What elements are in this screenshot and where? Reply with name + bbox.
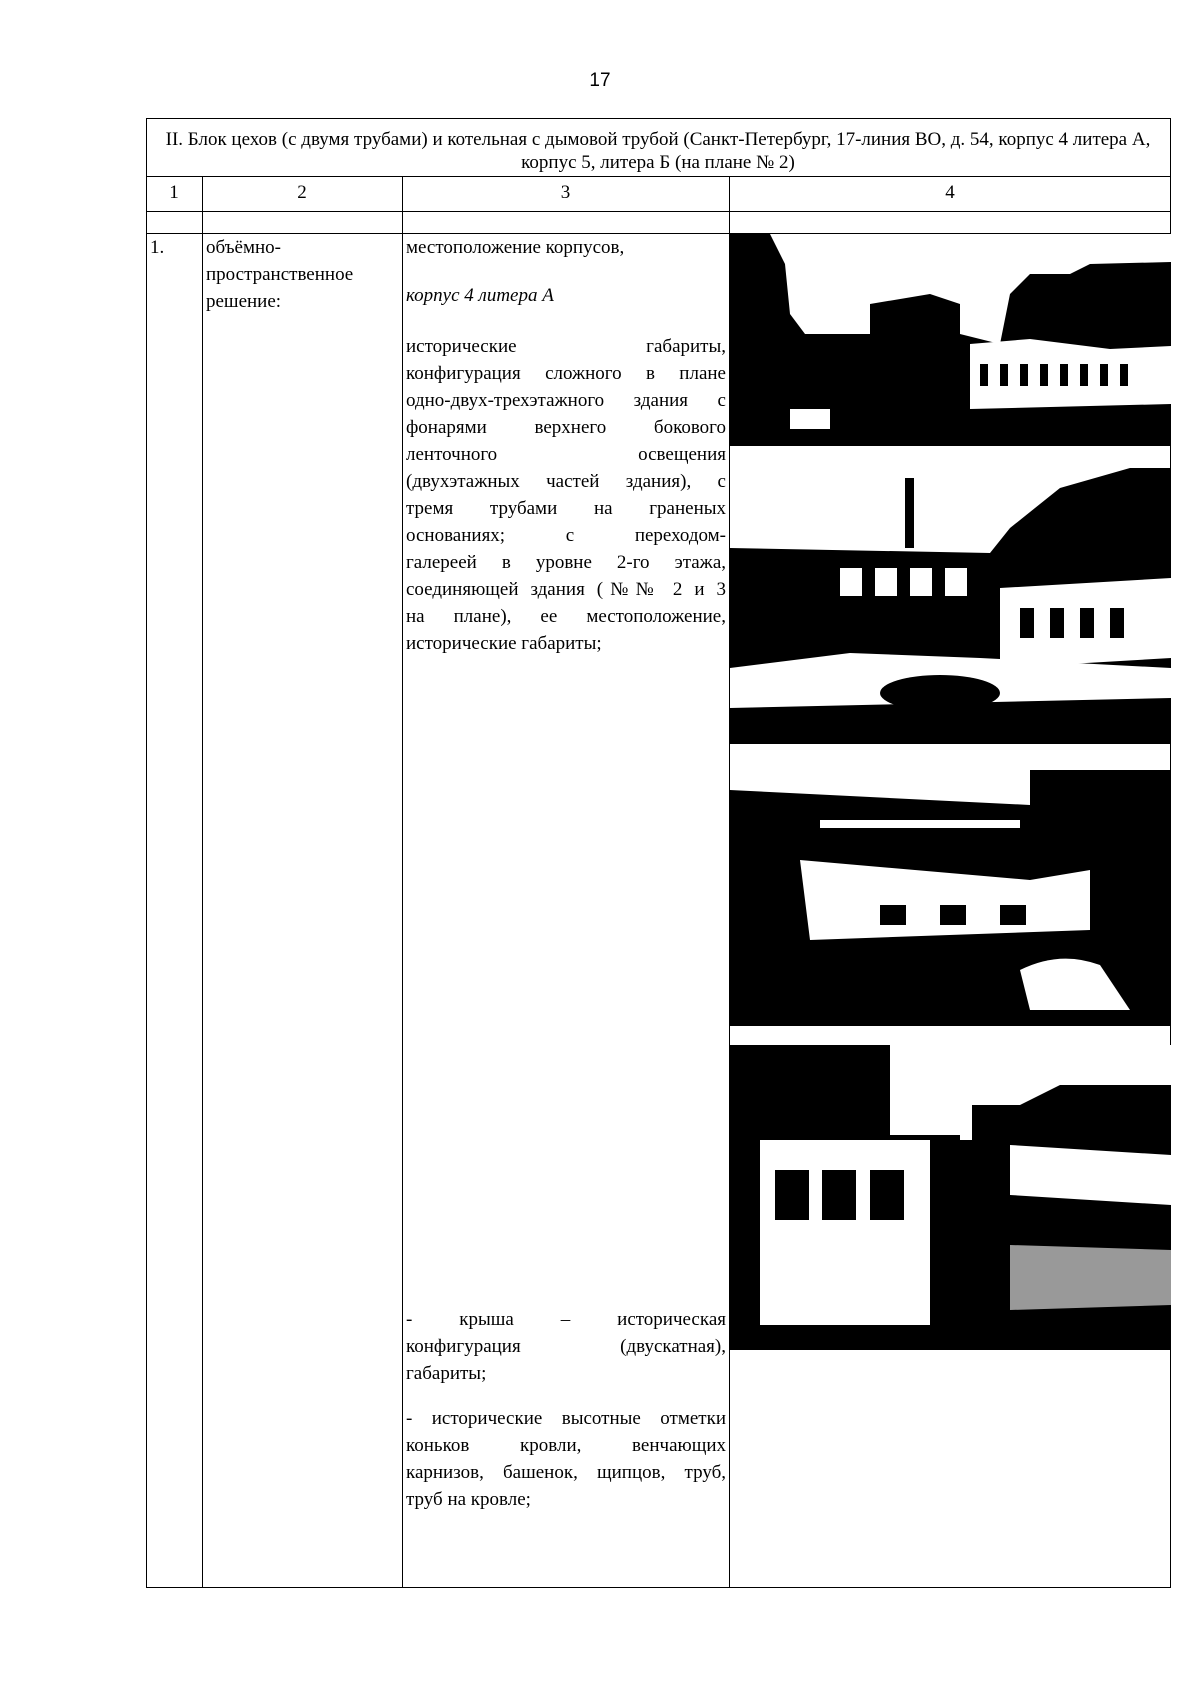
paragraph-line: карнизов, башенок, щипцов, труб, xyxy=(406,1462,726,1483)
heights-paragraph xyxy=(406,1405,726,1513)
paragraph-line: галереей в уровне 2-го этажа, xyxy=(406,552,726,573)
building-photo-4 xyxy=(730,1045,1171,1350)
paragraph-line: - крыша – историческая xyxy=(406,1309,726,1330)
paragraph-line: исторические габариты, xyxy=(406,336,726,357)
paragraph-line: исторические габариты; xyxy=(406,633,602,654)
dimensions-paragraph xyxy=(406,333,726,657)
col-divider-1 xyxy=(202,176,203,1588)
page-number: 17 xyxy=(589,70,611,91)
paragraph-line: тремя трубами на граненых xyxy=(406,498,726,519)
paragraph-line: конфигурация (двускатная), xyxy=(406,1336,726,1357)
column-number-1: 1 xyxy=(169,182,179,203)
paragraph-line: основаниях; с переходом- xyxy=(406,525,726,546)
row-number: 1. xyxy=(150,237,165,258)
column-number-2: 2 xyxy=(297,182,307,203)
col-divider-2 xyxy=(402,176,403,1588)
paragraph-line: - исторические высотные отметки xyxy=(406,1408,726,1429)
paragraph-line: фонарями верхнего бокового xyxy=(406,417,726,438)
category-line: пространственное xyxy=(206,264,354,285)
paragraph-line: на плане), ее местоположение, xyxy=(406,606,726,627)
paragraph-line: соединяющей здания (№№ 2 и 3 xyxy=(406,579,726,600)
paragraph-line: одно-двух-трехэтажного здания с xyxy=(406,390,726,411)
location-text: местоположение корпусов, xyxy=(406,237,625,258)
paragraph-line: коньков кровли, венчающих xyxy=(406,1435,726,1456)
paragraph-line: конфигурация сложного в плане xyxy=(406,363,726,384)
column-number-4: 4 xyxy=(945,182,955,203)
paragraph-line: труб на кровле; xyxy=(406,1489,531,1510)
building-photo-2 xyxy=(730,468,1171,744)
building-photo-3 xyxy=(730,770,1171,1026)
roof-paragraph xyxy=(406,1306,726,1387)
paragraph-line: ленточного освещения xyxy=(406,444,726,465)
header-divider xyxy=(146,176,1171,177)
paragraph-line: (двухэтажных частей здания), с xyxy=(406,471,726,492)
category-line: решение: xyxy=(206,291,282,312)
paragraph-line: габариты; xyxy=(406,1363,487,1384)
category-text xyxy=(206,234,396,315)
colnum-divider xyxy=(146,211,1171,212)
column-number-3: 3 xyxy=(560,182,571,203)
section-header: II. Блок цехов (с двумя трубами) и котельная с дымовой трубой (Санкт-Петербург, 17-линия ВО, д. 54, корпус 4 литера А, корпус 5, литера Б (на плане № 2) xyxy=(165,129,1151,173)
building-label: корпус 4 литера А xyxy=(406,285,554,306)
category-line: объёмно- xyxy=(206,237,281,258)
building-photo-1 xyxy=(730,234,1171,446)
